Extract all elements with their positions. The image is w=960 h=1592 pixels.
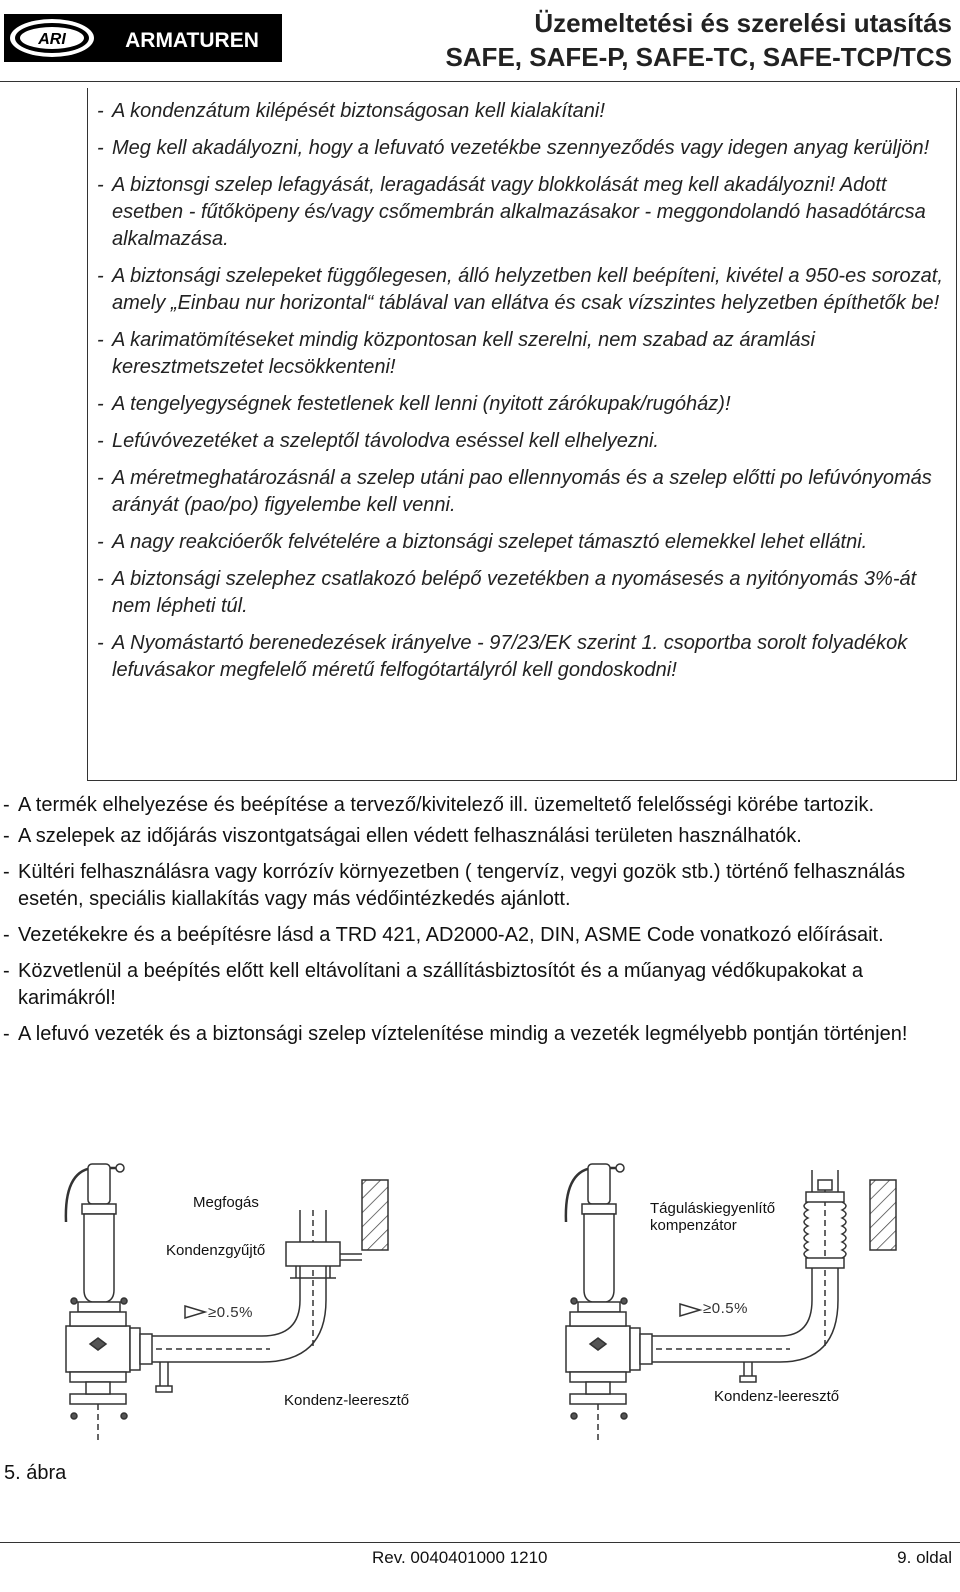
warning-item: - A biztonsági szelephez csatlakozó belépő vezetékben a nyomásesés a nyitónyomás 3%-át nem lépheti túl. <box>97 566 949 620</box>
warning-item: - A tengelyegységnek festetlenek kell lenni (nyitott zárókupak/rugóház)! <box>97 391 949 418</box>
footer-divider <box>0 1542 960 1543</box>
warning-item: - A nagy reakcióerők felvételére a biztonsági szelepet támasztó elemekkel lehet ellátni. <box>97 529 949 556</box>
warning-item: - A biztonsgi szelep lefagyását, leragadását vagy blokkolását meg kell akadályozni! Adott esetben - fűtőköpeny és/vagy csőmembrán alkalmazásakor - meggondolandó hasadótárcsa alkalmazása. <box>97 172 949 253</box>
ari-armaturen-logo <box>4 14 282 62</box>
document-title-line2: SAFE, SAFE-P, SAFE-TC, SAFE-TCP/TCS <box>445 42 952 72</box>
installation-note: - Kültéri felhasználásra vagy korrózív környezetben ( tengervíz, vegyi gozök stb.) történő felhasználás esetén, speciális kiallakítás vagy más védőintézkedés ajánlott. <box>3 859 955 913</box>
installation-notes-list <box>3 792 955 1052</box>
page-header <box>0 0 960 82</box>
label-right-drain: Kondenz-leeresztő <box>714 1388 840 1405</box>
label-expansion-compensator: Táguláskiegyenlítő kompenzátor <box>650 1200 776 1234</box>
warning-item: - A kondenzátum kilépését biztonságosan kell kialakítani! <box>97 98 949 125</box>
warning-item: - A karimatömítéseket mindig központosan kell szerelni, nem szabad az áramlási keresztmetszetet lecsökkenteni! <box>97 327 949 381</box>
warning-item: - A méretmeghatározásnál a szelep utáni pao ellennyomás és a szelep előtti po lefúvónyomás arányát (pao/po) figyelembe kell venni. <box>97 465 949 519</box>
label-left-drain: Kondenz-leeresztő <box>284 1392 410 1409</box>
right-safety-valve <box>566 1164 652 1440</box>
installation-note: - Vezetékekre és a beépítésre lásd a TRD 421, AD2000-A2, DIN, ASME Code vonatkozó előírásait. <box>3 922 955 949</box>
label-right-slope: ≥0.5% <box>703 1300 748 1317</box>
header-divider <box>0 81 960 82</box>
footer-page-number: 9. oldal <box>897 1548 952 1567</box>
installation-figure <box>0 1150 960 1460</box>
left-blowoff-pipe <box>152 1180 388 1392</box>
warning-list <box>97 98 949 694</box>
label-support: Megfogás <box>193 1194 259 1211</box>
warning-item: - A biztonsági szelepeket függőlegesen, álló helyzetben kell beépíteni, kivétel a 950-es sorozat, amely „Einbau nur horizontal“ táblával van ellátva és csak vízszintes helyzetben építhetők be! <box>97 263 949 317</box>
logo-mark-text: ARI <box>38 31 66 48</box>
installation-note: - A lefuvó vezeték és a biztonsági szelep víztelenítése mindig a vezeték legmélyebb pontján történjen! <box>3 1021 955 1048</box>
label-left-slope: ≥0.5% <box>208 1304 253 1321</box>
warning-item: - A Nyomástartó berenedezések irányelve - 97/23/EK szerint 1. csoportba sorolt folyadékok lefuvásakor megfelelő méretű felfogótartályról kell gondoskodni! <box>97 630 949 684</box>
label-condensate-collector: Kondenzgyűjtő <box>166 1242 266 1259</box>
document-title-line1: Üzemeltetési és szerelési utasítás <box>534 8 952 38</box>
installation-note: - Közvetlenül a beépítés előtt kell eltávolítani a szállításbiztosítót és a műanyag védőkupakokat a karimákról! <box>3 958 955 1012</box>
installation-note: - A termék elhelyezése és beépítése a tervező/kivitelező ill. üzemeltető felelősségi körébe tartozik. <box>3 792 955 819</box>
document-title <box>445 6 952 74</box>
installation-drawing <box>0 1150 960 1460</box>
left-safety-valve <box>66 1164 152 1440</box>
figure-caption: 5. ábra <box>4 1462 67 1484</box>
warning-item: - Lefúvóvezetéket a szeleptől távolodva eséssel kell elhelyezni. <box>97 428 949 455</box>
logo-brand-text: ARMATUREN <box>125 29 259 52</box>
footer-revision: Rev. 0040401000 1210 <box>372 1548 548 1567</box>
installation-note: - A szelepek az időjárás viszontgatságai ellen védett felhasználási területen használhatók. <box>3 823 955 850</box>
warning-item: - Meg kell akadályozni, hogy a lefuvató vezetékbe szennyeződés vagy idegen anyag kerüljön! <box>97 135 949 162</box>
